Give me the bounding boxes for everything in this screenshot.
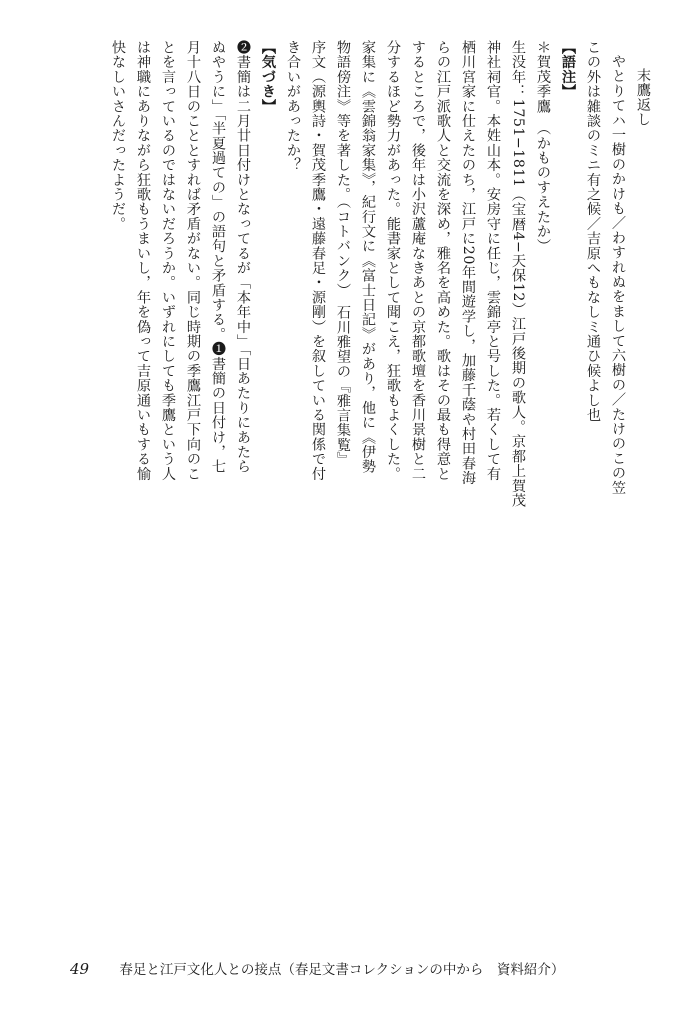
text-line: するところで，後年は小沢蘆庵なきあとの京都歌壇を香川景樹と二: [410, 40, 426, 481]
running-title: 春足と江戸文化人との接点（春足文書コレクションの中から 資料紹介）: [119, 962, 565, 978]
text-line: 序文（源輿詩・賀茂季鷹・遠藤春足・源剛）を叙している関係で付: [310, 40, 326, 481]
text-line: 生没年：1751−1811（宝暦4−天保12）江戸後期の歌人。京都上賀茂: [510, 40, 526, 508]
text-line: 栖川宮家に仕えたのち，江戸に20年間遊学し，加藤千蔭や村田春海: [460, 40, 476, 486]
text-line: とを言っているのではないだろうか。いずれにしても季鷹という人: [160, 40, 176, 481]
page-footer: [70, 958, 564, 978]
note-entry-title: ＊賀茂季鷹 （かものすえたか）: [535, 40, 551, 254]
text-line: 物語傍注》等を著した。（コトバンク） 石川雅望の『雅言集覧』: [335, 40, 351, 467]
text-line: ぬやうに」「半夏過ての」の語句と矛盾する。❶書簡の日付け，七: [210, 40, 226, 474]
text-line: は神職にありながら狂歌もうまいし，年を偽って吉原通いもする愉: [135, 40, 151, 481]
text-line: この外は雑談のミニ有之候／吉原へもなしミ通ひ候よし也: [585, 40, 601, 423]
page-number: 49: [70, 960, 90, 978]
section-heading-notes: 【語注】: [560, 40, 576, 99]
text-line: 快なしいさんだったようだ。: [110, 40, 126, 232]
text-line: ❷書簡は二月廿日付けとなってるが「本年中」「日あたりにあたら: [235, 40, 251, 474]
section-heading-observations: 【気づき】: [260, 40, 276, 114]
text-line: き合いがあったか？: [285, 40, 301, 173]
text-line: 分するほど勢力があった。能書家として聞こえ，狂歌もよくした。: [385, 40, 401, 481]
vertical-text-body: [55, 40, 655, 780]
text-line: 神社祠官。本姓山本。安房守に任じ，雲錦亭と号した。若くして有: [485, 40, 501, 481]
poem-line: やとりてハ一樹のかけも／わすれぬをまして六樹の／たけのこの笠: [610, 54, 626, 495]
poem-title: 末鷹返し: [635, 68, 651, 127]
text-line: らの江戸派歌人と交流を深め，雅名を高めた。歌はその最も得意と: [435, 40, 451, 481]
text-line: 家集に《雲錦翁家集》，紀行文に《富士日記》があり，他に《伊勢: [360, 40, 376, 474]
text-line: 月十八日のこととすれば矛盾がない。同じ時期の季鷹江戸下向のこ: [185, 40, 201, 481]
